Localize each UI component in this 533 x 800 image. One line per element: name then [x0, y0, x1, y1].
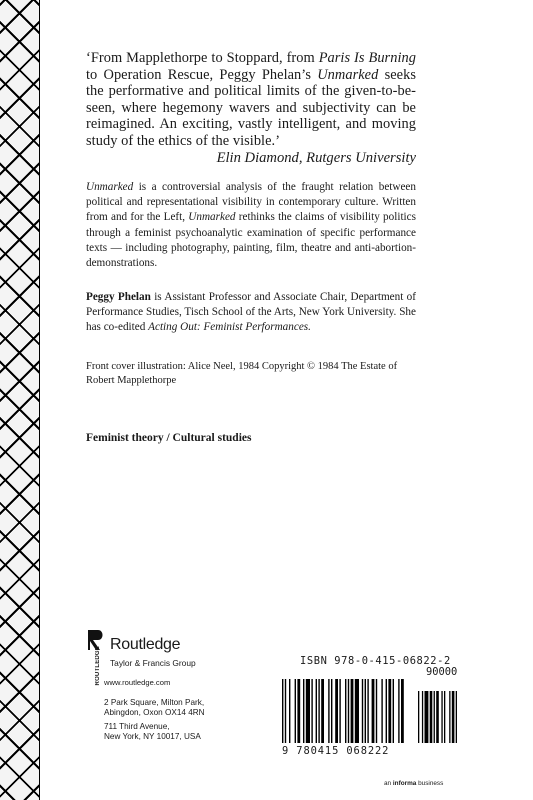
address-us	[104, 722, 201, 743]
barcode-bar	[355, 679, 359, 743]
addon-bar	[434, 691, 435, 743]
barcode-bar	[339, 679, 340, 743]
address-line: Abingdon, Oxon OX14 4RN	[104, 708, 205, 718]
barcode-bar	[351, 679, 354, 743]
barcode-bar	[372, 679, 375, 743]
barcode-bar	[376, 679, 377, 743]
barcode-bar	[398, 679, 399, 743]
address-line: 2 Park Square, Milton Park,	[104, 698, 205, 707]
barcode-bar	[289, 679, 290, 743]
book-description	[86, 180, 416, 271]
barcode-bar	[297, 679, 300, 743]
barcode-bar	[311, 679, 312, 743]
book-title-italic: Unmarked	[86, 181, 134, 193]
book-title-italic: Unmarked	[188, 211, 236, 224]
addon-bar	[422, 691, 423, 743]
decorative-border-strip	[0, 0, 40, 800]
barcode-bar	[318, 679, 319, 743]
barcode-bar	[335, 679, 338, 743]
addon-bar	[425, 691, 429, 743]
addon-bar	[456, 691, 457, 743]
barcode-bar	[295, 679, 296, 743]
author-bio	[86, 290, 416, 336]
addon-bar	[418, 691, 419, 743]
addon-bar	[441, 691, 442, 743]
description-text: is a controversial analysis of the fraught relation between political and representational visibility in contemporary culture. Written from and for the Left,	[86, 181, 416, 224]
bio-text: is Assistant Professor and Associate Chair, Department of Performance Studies, Tisch School of the Arts, New York University. She has co-edited	[86, 291, 416, 334]
isbn-barcode	[282, 655, 462, 763]
endorsement-quote	[86, 50, 416, 150]
addon-bar	[452, 691, 455, 743]
ean-digits: 9 780415 068222	[282, 745, 390, 757]
subject-category: Feminist theory / Cultural studies	[86, 432, 252, 444]
addon-bar	[444, 691, 445, 743]
informa-tagline	[384, 780, 443, 787]
informa-pre: an	[384, 780, 393, 787]
barcode-bar	[345, 679, 346, 743]
barcode-bar	[381, 679, 382, 743]
barcode-bar	[306, 679, 310, 743]
coedited-title-italic: Acting Out: Feminist Performances.	[148, 321, 311, 334]
quote-text: seeks the performative and political limits of the given-to-be-seen, where hegemony wavers and subjectivity can be reimagined. An exciting, vastly intelligent, and moving study of the ethics of the visible.’	[86, 66, 417, 149]
barcode-bar	[367, 679, 368, 743]
publisher-group: Taylor & Francis Group	[110, 658, 196, 668]
barcode-bar	[388, 679, 391, 743]
quote-title-italic: Unmarked	[317, 66, 379, 83]
routledge-logo	[86, 628, 108, 686]
barcode-bar	[362, 679, 363, 743]
barcode-bar	[365, 679, 366, 743]
quote-title-italic: Paris Is Burning	[318, 50, 416, 66]
price-code: 90000	[426, 666, 458, 678]
address-uk	[104, 698, 205, 719]
barcode-bar	[328, 679, 329, 743]
address-line: New York, NY 10017, USA	[104, 732, 201, 742]
informa-brand: informa	[392, 780, 417, 787]
isbn-label: ISBN 978-0-415-06822-2	[300, 655, 451, 667]
barcode-bar	[401, 679, 404, 743]
quote-text: to Operation Rescue, Peggy Phelan’s	[86, 66, 318, 83]
informa-post: business	[416, 780, 444, 787]
addon-bar	[449, 691, 450, 743]
barcode-bar	[386, 679, 387, 743]
addon-bar	[430, 691, 433, 743]
barcode-bar	[282, 679, 283, 743]
barcode-bar	[348, 679, 349, 743]
barcode-bar	[316, 679, 317, 743]
cover-credit: Front cover illustration: Alice Neel, 1984 Copyright © 1984 The Estate of Robert Mapplethorpe	[86, 361, 398, 387]
description-text: rethinks the claims of visibility politics through a feminist psychoanalytic examination of specific performance texts — including photography, painting, film, theatre and anti-abortion-demonstrations.	[86, 211, 416, 270]
publisher-name: Routledge	[110, 636, 181, 653]
barcode-bar	[331, 679, 332, 743]
logo-vertical-text: ROUTLEDGE	[95, 646, 101, 686]
barcode-bar	[321, 679, 324, 743]
addon-bar	[436, 691, 439, 743]
quote-text: ‘From Mapplethorpe to Stoppard, from	[86, 50, 319, 66]
barcode-bar	[285, 679, 286, 743]
barcode-bars	[282, 679, 462, 745]
publisher-website[interactable]: www.routledge.com	[104, 678, 171, 687]
barcode-bar	[393, 679, 394, 743]
barcode-bar	[303, 679, 304, 743]
address-line: 711 Third Avenue,	[104, 722, 170, 731]
quote-attribution: Elin Diamond, Rutgers University	[216, 150, 416, 166]
author-name: Peggy Phelan	[86, 291, 151, 303]
